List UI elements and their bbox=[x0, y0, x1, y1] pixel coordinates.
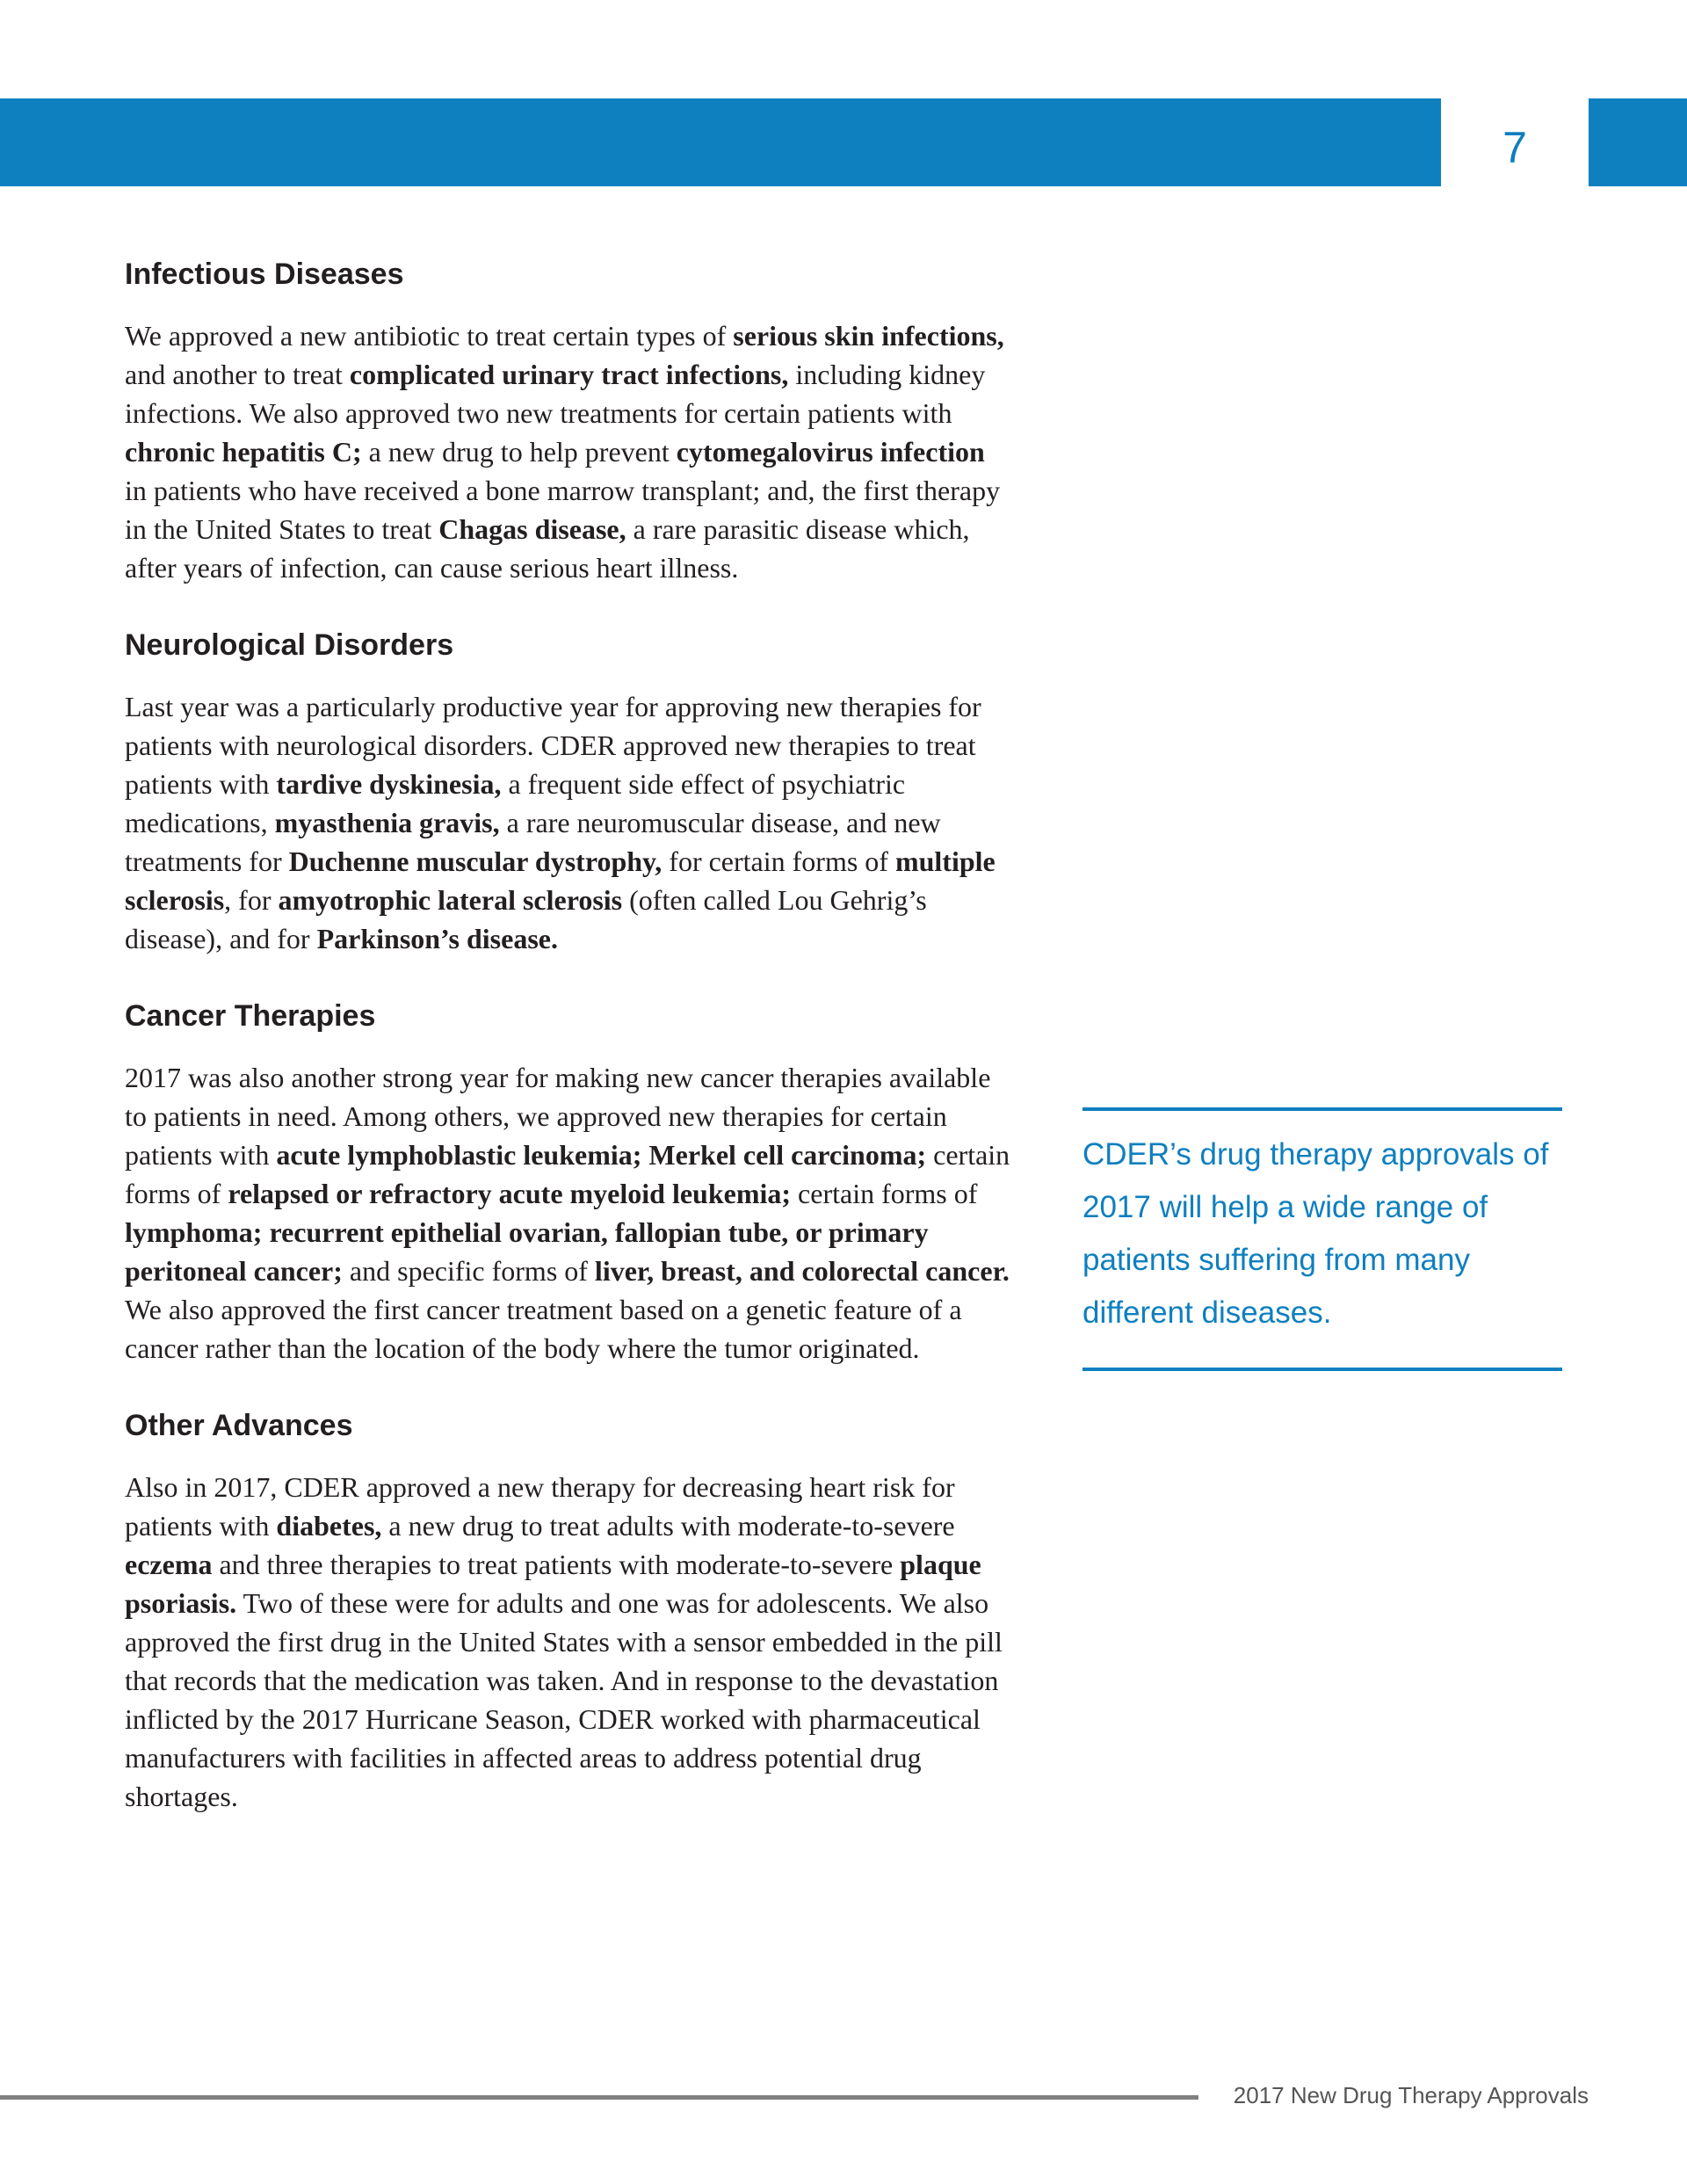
body-text: a frequent side effect of psychiatric medications, bbox=[125, 768, 906, 838]
body-text: Two of these were for adults and one was for adolescents. We also approved the first drug in the United States with a sensor embedded in the pill that records that the medication was taken. And in response to the devastation inflicted by the 2017 Hurricane Season, CDER worked with pharmaceutical manufacturers with facilities in affected areas to address potential drug shortages. bbox=[125, 1587, 1003, 1812]
section-heading: Infectious Diseases bbox=[125, 258, 404, 291]
section-other-advances bbox=[125, 1403, 1012, 1816]
emphasized-term: complicated urinary tract infections, bbox=[349, 359, 789, 390]
emphasized-term: eczema bbox=[125, 1549, 213, 1580]
emphasized-term: chronic hepatitis C; bbox=[125, 436, 362, 468]
body-text: 2017 was also another strong year for making new cancer therapies available to patients in need. Among others, we approved new therapies for certain patients with bbox=[125, 1062, 991, 1171]
emphasized-term: plaque psoriasis. bbox=[125, 1549, 981, 1619]
section-body bbox=[125, 687, 1012, 958]
header-band-left bbox=[0, 98, 1441, 186]
emphasized-term: tardive dyskinesia, bbox=[276, 768, 502, 800]
body-text: Last year was a particularly productive year for approving new therapies for patients with neurological disorders. CDER approved new therapies to treat patients with bbox=[125, 691, 981, 800]
emphasized-term: diabetes, bbox=[276, 1510, 382, 1542]
section-infectious-diseases bbox=[125, 251, 1012, 587]
body-text: and specific forms of bbox=[342, 1255, 595, 1287]
section-body bbox=[125, 1058, 1012, 1368]
body-text: Also in 2017, CDER approved a new therapy for decreasing heart risk for patients with bbox=[125, 1471, 955, 1542]
body-text: (often called Lou Gehrig’s disease), and for bbox=[125, 884, 927, 954]
section-heading: Other Advances bbox=[125, 1409, 353, 1442]
footer-title: 2017 New Drug Therapy Approvals bbox=[1233, 2082, 1589, 2108]
footer-rule bbox=[0, 2095, 1198, 2100]
emphasized-term: amyotrophic lateral sclerosis bbox=[278, 884, 623, 916]
section-heading: Neurological Disorders bbox=[125, 628, 454, 662]
body-text: and three therapies to treat patients with moderate-to-severe bbox=[212, 1549, 901, 1580]
body-text: certain forms of bbox=[791, 1178, 978, 1209]
emphasized-term: relapsed or refractory acute myeloid leukemia; bbox=[228, 1178, 792, 1209]
emphasized-term: multiple sclerosis bbox=[125, 845, 996, 916]
body-text: We also approved the first cancer treatment based on a genetic feature of a cancer rather than the location of the body where the tumor originated. bbox=[125, 1294, 962, 1364]
body-text: , for bbox=[224, 884, 279, 916]
emphasized-term: lymphoma; recurrent epithelial ovarian, fallopian tube, or primary peritoneal cancer; bbox=[125, 1216, 929, 1287]
body-text: and another to treat bbox=[125, 359, 350, 390]
emphasized-term: Parkinson’s disease. bbox=[316, 923, 558, 954]
body-text: We approved a new antibiotic to treat certain types of bbox=[125, 320, 734, 352]
emphasized-term: acute lymphoblastic leukemia; Merkel cell carcinoma; bbox=[276, 1139, 927, 1171]
pull-quote-text: CDER’s drug therapy approvals of 2017 will help a wide range of patients suffering from many different diseases. bbox=[1082, 1137, 1549, 1330]
section-body bbox=[125, 1468, 1012, 1816]
section-neurological-disorders bbox=[125, 622, 1012, 958]
body-text: in patients who have received a bone marrow transplant; and, the first therapy in the United States to treat bbox=[125, 475, 1001, 545]
body-text: a new drug to treat adults with moderate-to-severe bbox=[381, 1510, 955, 1542]
section-heading: Cancer Therapies bbox=[125, 999, 376, 1033]
header-band-right bbox=[1589, 98, 1687, 186]
body-text: a rare neuromuscular disease, and new treatments for bbox=[125, 807, 941, 877]
section-cancer-therapies bbox=[125, 993, 1012, 1368]
emphasized-term: Chagas disease, bbox=[438, 513, 626, 545]
emphasized-term: serious skin infections, bbox=[733, 320, 1004, 352]
main-content bbox=[125, 251, 1012, 1851]
body-text: a rare parasitic disease which, after years of infection, can cause serious heart illness. bbox=[125, 513, 970, 584]
body-text: a new drug to help prevent bbox=[361, 436, 677, 468]
page-number: 7 bbox=[1502, 123, 1527, 172]
body-text: including kidney infections. We also approved two new treatments for certain patients with bbox=[125, 359, 986, 429]
body-text: certain forms of bbox=[125, 1139, 1010, 1209]
section-body bbox=[125, 316, 1012, 587]
emphasized-term: Duchenne muscular dystrophy, bbox=[288, 845, 662, 877]
body-text: for certain forms of bbox=[662, 845, 895, 877]
emphasized-term: myasthenia gravis, bbox=[274, 807, 500, 838]
pull-quote bbox=[1082, 1107, 1562, 1371]
emphasized-term: cytomegalovirus infection bbox=[676, 436, 985, 468]
emphasized-term: liver, breast, and colorectal cancer. bbox=[594, 1255, 1010, 1287]
